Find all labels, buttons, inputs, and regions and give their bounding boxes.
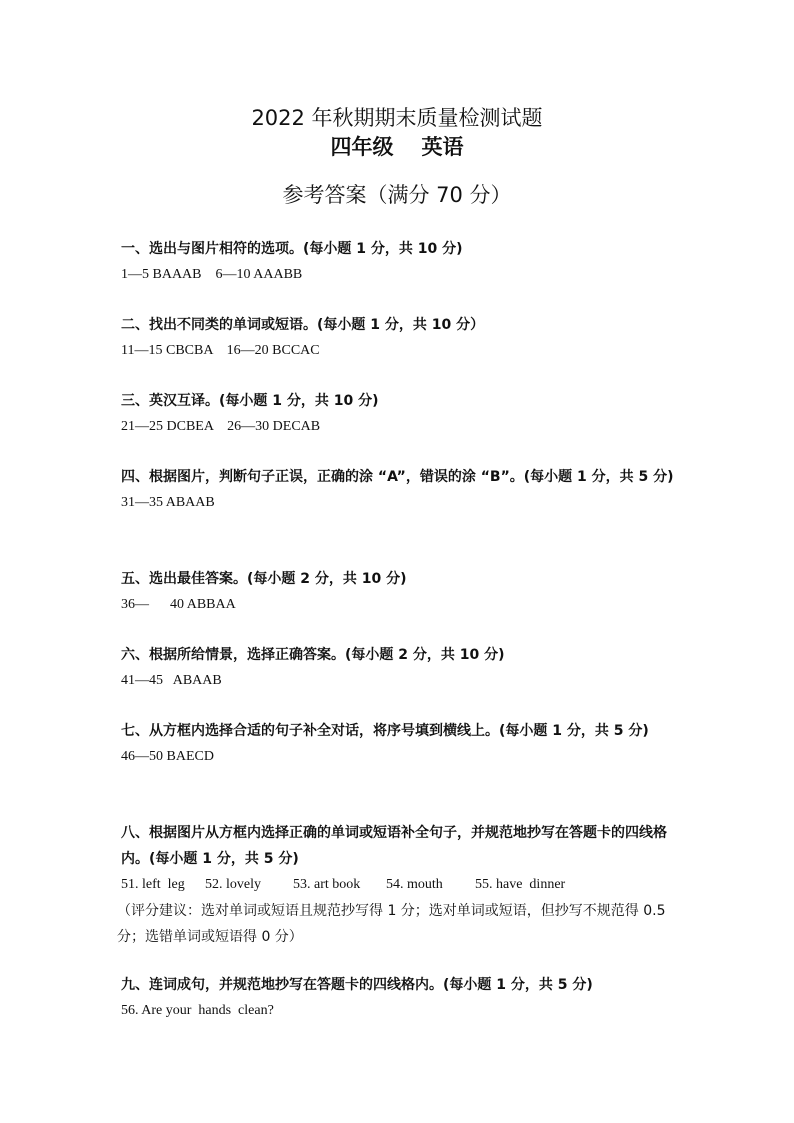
section-6: [121, 642, 691, 694]
exam-title: 2022 年秋期期末质量检测试题: [251, 106, 543, 130]
answer-item: 51. left leg: [121, 877, 185, 892]
section-answer: 21—25 DCBEA 26—30 DECAB: [121, 419, 321, 434]
section-1: [121, 236, 691, 288]
section-answer-items: [121, 872, 691, 898]
section-heading: 三、英汉互译。(每小题 1 分，共 10 分): [121, 393, 379, 409]
section-heading: 六、根据所给情景，选择正确答案。(每小题 2 分，共 10 分): [121, 647, 505, 663]
section-5: [121, 566, 691, 618]
section-heading: 五、选出最佳答案。(每小题 2 分，共 10 分): [121, 571, 407, 587]
section-answer: 46—50 BAECD: [121, 749, 214, 764]
answer-item: 55. have dinner: [475, 877, 566, 892]
subject-label: 英语: [421, 135, 464, 159]
section-answer: 1—5 BAAAB 6—10 AAABB: [121, 267, 303, 282]
section-answer: 41—45 ABAAB: [121, 673, 222, 688]
section-4: [121, 464, 691, 516]
section-answer: 11—15 CBCBA 16—20 BCCAC: [121, 343, 320, 358]
answer-key-title: 参考答案（满分 70 分）: [282, 183, 512, 207]
section-answer: 56. Are your hands clean?: [121, 1003, 274, 1018]
section-heading: 七、从方框内选择合适的句子补全对话，将序号填到横线上。(每小题 1 分，共 5 分): [121, 723, 649, 739]
answer-item: 52. lovely: [205, 877, 261, 892]
section-heading: 九、连词成句，并规范地抄写在答题卡的四线格内。(每小题 1 分，共 5 分): [121, 977, 593, 993]
answer-item: 53. art book: [293, 877, 361, 892]
section-answer: 31—35 ABAAB: [121, 495, 215, 510]
section-7: [121, 718, 691, 770]
grade-subject-title: [0, 133, 794, 161]
answer-item: 54. mouth: [386, 877, 443, 892]
section-answer: 36— 40 ABBAA: [121, 597, 236, 612]
section-9: [121, 972, 691, 1024]
section-heading: 二、找出不同类的单词或短语。(每小题 1 分，共 10 分）: [121, 317, 485, 333]
section-heading: 八、根据图片从方框内选择正确的单词或短语补全句子，并规范地抄写在答题卡的四线格内。(每小题 1 分，共 5 分): [121, 825, 667, 867]
section-heading: 四、根据图片，判断句子正误，正确的涂 “A”，错误的涂 “B”。(每小题 1 分，共 5 分): [121, 469, 674, 485]
section-heading: 一、选出与图片相符的选项。(每小题 1 分，共 10 分): [121, 241, 463, 257]
grade-label: 四年级: [330, 135, 394, 159]
section-2: [121, 312, 691, 364]
section-8: [117, 820, 691, 950]
scoring-note: （评分建议：选对单词或短语且规范抄写得 1 分；选对单词或短语，但抄写不规范得 0.5 分；选错单词或短语得 0 分）: [117, 903, 666, 945]
section-3: [121, 388, 691, 440]
